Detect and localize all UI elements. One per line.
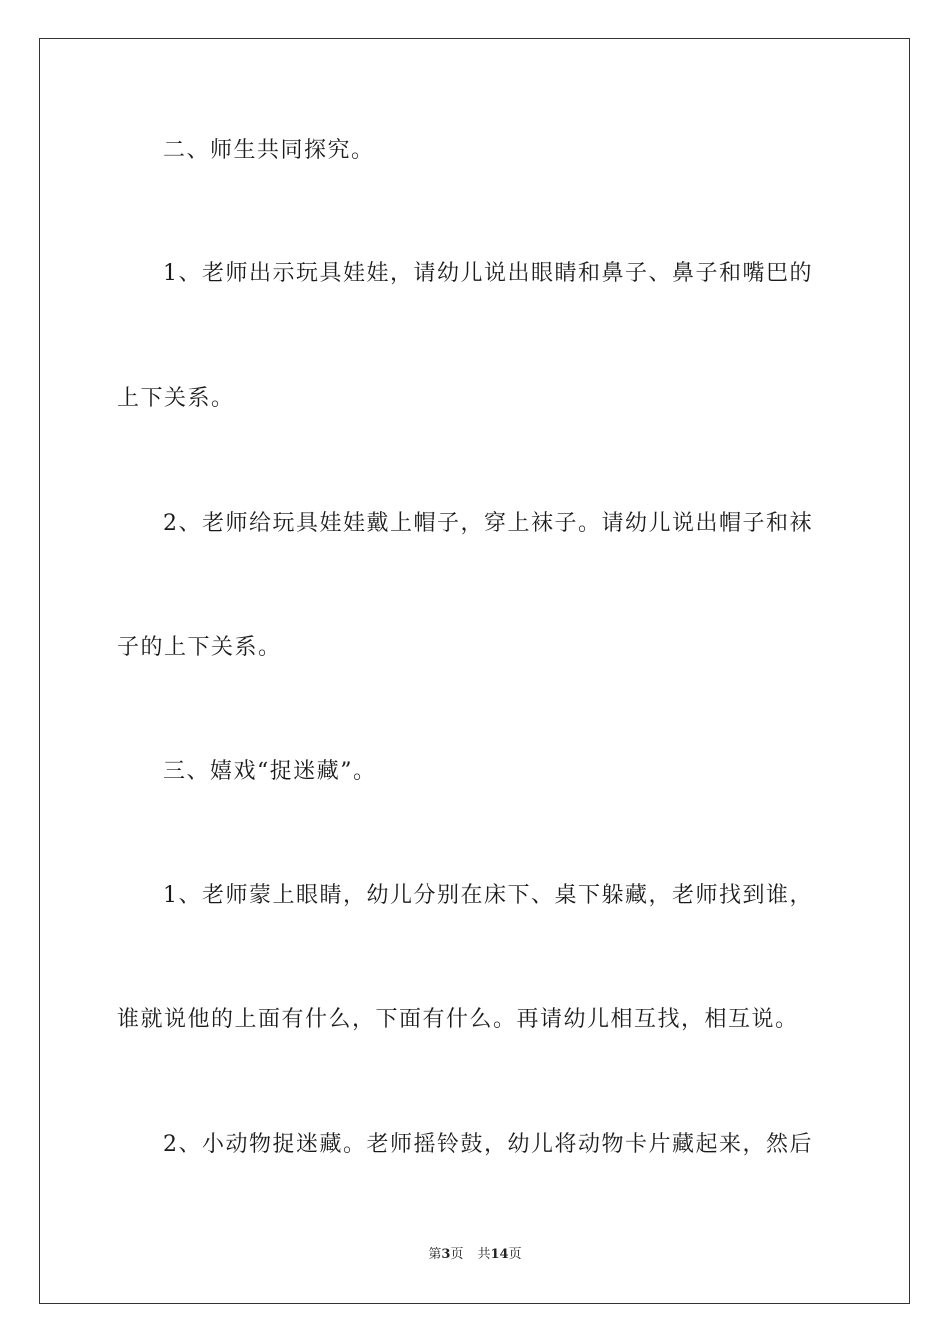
- paragraph-line-6: 三、嬉戏“捉迷藏”。: [163, 759, 377, 784]
- paragraph-line-7: 1、老师蒙上眼睛，幼儿分别在床下、桌下躲藏，老师找到谁，: [163, 883, 813, 908]
- footer-total-prefix: 共: [477, 1247, 491, 1262]
- paragraph-line-4: 2、老师给玩具娃娃戴上帽子，穿上袜子。请幼儿说出帽子和袜: [163, 511, 813, 536]
- footer-total-suffix: 页: [508, 1247, 522, 1262]
- footer-page-number: 3: [441, 1247, 451, 1262]
- footer-page-suffix: 页: [450, 1247, 464, 1262]
- paragraph-line-3: 上下关系。: [117, 386, 235, 411]
- paragraph-line-8: 谁就说他的上面有什么，下面有什么。再请幼儿相互找，相互说。: [117, 1007, 799, 1032]
- paragraph-line-5: 子的上下关系。: [117, 635, 282, 660]
- footer-page-prefix: 第: [428, 1247, 442, 1262]
- paragraph-line-9: 2、小动物捉迷藏。老师摇铃鼓，幼儿将动物卡片藏起来，然后: [163, 1132, 813, 1157]
- paragraph-line-2: 1、老师出示玩具娃娃，请幼儿说出眼睛和鼻子、鼻子和嘴巴的: [163, 261, 813, 286]
- footer-total-number: 14: [490, 1247, 509, 1262]
- page-border: [39, 38, 910, 1304]
- paragraph-line-1: 二、师生共同探究。: [163, 138, 375, 163]
- page-footer: [0, 1246, 950, 1264]
